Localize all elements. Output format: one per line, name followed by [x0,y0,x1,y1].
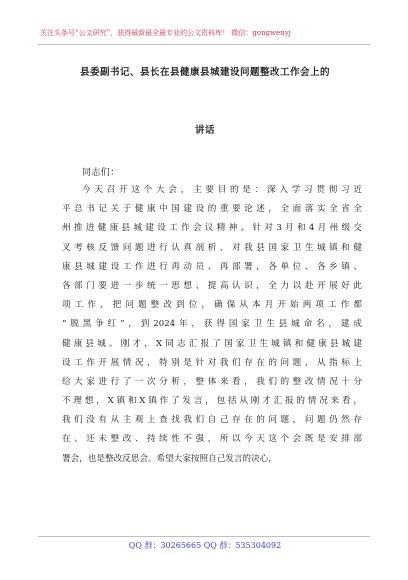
header-divider [38,44,370,45]
body-line: 健康县城。刚才，X同志汇报了国家卫生城镇和健康县城建 [62,338,362,349]
body-line: 今天召开这个大会，主要目的是：深入学习贯彻习近 [82,185,362,195]
body-line: 各部门要进一步统一思想、提高认识，全力以赴开展好此 [62,280,362,291]
footer-divider [38,536,370,537]
body-line: 我们没有从主观上查找我们自己存在的问题，问题仍然存 [62,415,362,426]
body-line: 康县城建设工作进行再动员、再部署，各单位、各乡镇、 [62,261,362,272]
document-subtitle: 讲话 [194,125,215,136]
body-line: “脱黑争红”，到2024年，获得国家卫生县城命名，建成 [62,319,362,330]
body-line: 不理想，X镇和X镇作了发言，包括从刚才汇报的情况来看， [62,396,362,407]
body-line: 项工作，把问题整改到位，确保从本月开始两项工作都 [62,300,362,311]
header-banner: 关注头条号“公文研究”，获得最新最全最专业的公文资料库！ 微信：gongwenyj [40,29,291,37]
footer-contact: QQ 群：30265665 QQ 群：535304092 [128,541,282,550]
body-line: 州推进健康县城建设工作会议精神。针对3月和4月州级交 [62,223,362,234]
body-text [62,181,362,469]
body-line: 署会，也是整改反思会。希望大家按照自己发言的决心， [62,453,277,464]
body-line: 平总书记关于健康中国建设的重要论述，全面落实全省全 [62,204,362,215]
body-line: 给大家进行了一次分析，整体来看，我们的整改情况十分 [62,376,362,387]
body-line: 设工作开展情况，特别是针对我们存在的问题，从指标上 [62,357,362,368]
document-title: 县委副书记、县长在县健康县城建设问题整改工作会上的 [79,67,330,78]
salutation: 同志们： [82,168,120,178]
body-line: 叉考核反馈问题进行认真剖析，对我县国家卫生城镇和健 [62,242,362,253]
body-line: 在、还未整改、持续性不强，所以今天这个会既是安排部 [62,434,362,445]
